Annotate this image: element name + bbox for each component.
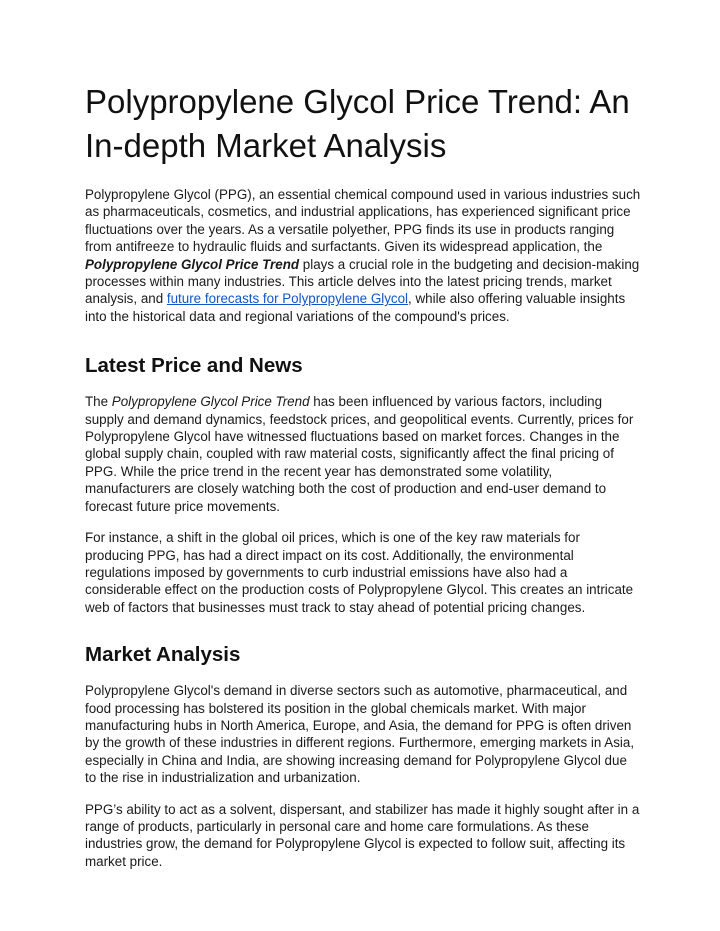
intro-text-2: plays a crucial role in the budgeting and decision-making processes within many industries. This article delves into the latest pricing trends, market analysis, and [85,256,640,307]
latest-paragraph-1 [85,393,641,515]
latest-text-1: The [85,394,112,410]
document-body [85,80,641,870]
latest-emphasis: Polypropylene Glycol Price Trend [111,394,310,410]
intro-text-1: Polypropylene Glycol (PPG), an essential chemical compound used in various industries such as pharmaceuticals, cosmetics, and industrial applications, has experienced significant price fluctuations over the years. As a versatile polyether, PPG finds its use in products ranging from antifreeze to hydraulic fluids and surfactants. Given its widespread application, the [85,187,641,255]
market-paragraph-1: Polypropylene Glycol's demand in diverse sectors such as automotive, pharmaceutical, and food processing has bolstered its position in the global chemicals market. With major manufacturing hubs in North America, Europe, and Asia, the demand for PPG is often driven by the growth of these industries in different regions. Furthermore, emerging markets in Asia, especially in China and India, are showing increasing demand for Polypropylene Glycol due to the rise in industrialization and urbanization. [85,683,635,786]
latest-text-2: has been influenced by various factors, including supply and demand dynamics, feedstock prices, and geopolitical events. Currently, prices for Polypropylene Glycol have witnessed fluctuations based on market forces. Changes in the global supply chain, coupled with raw material costs, significantly affect the final pricing of PPG. While the price trend in the recent year has demonstrated some volatility, manufacturers are closely watching both the cost of production and end-user demand to forecast future price movements. [85,394,634,514]
intro-emphasis: Polypropylene Glycol Price Trend [85,256,300,272]
market-paragraph-2: PPG’s ability to act as a solvent, dispersant, and stabilizer has made it highly sought after in a range of products, particularly in personal care and home care formulations. As these industries grow, the demand for Polypropylene Glycol is expected to follow suit, affecting its market price. [85,801,640,869]
section-heading-latest: Latest Price and News [85,354,303,378]
latest-paragraph-2: For instance, a shift in the global oil prices, which is one of the key raw materials for producing PPG, has had a direct impact on its cost. Additionally, the environmental regulations imposed by governments to curb industrial emissions have also had a considerable effect on the production costs of Polypropylene Glycol. This creates an intricate web of factors that businesses must track to stay ahead of potential pricing changes. [85,530,634,615]
forecast-link[interactable]: future forecasts for Polypropylene Glycol [166,291,409,307]
intro-text-3: , while also offering valuable insights into the historical data and regional variations of the compound's prices. [85,291,626,324]
page-title: Polypropylene Glycol Price Trend: An In-depth Market Analysis [85,83,630,164]
section-heading-market: Market Analysis [85,643,241,667]
intro-paragraph [85,186,641,325]
